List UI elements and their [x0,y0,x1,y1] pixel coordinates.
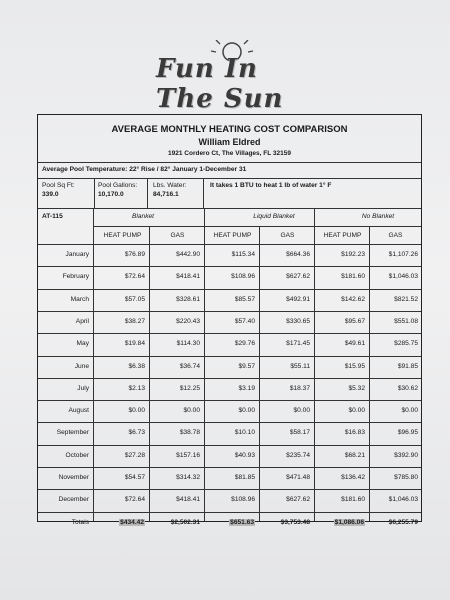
month-label: August [68,407,89,415]
cost-cell: $91.85 [397,362,418,370]
cost-cell: $5.32 [348,384,365,392]
cost-cell: $108.96 [231,273,255,281]
cost-cell: $0.00 [183,407,200,415]
cost-cell: $38.78 [179,429,200,437]
cost-cell: $181.60 [341,273,365,281]
cost-cell: $0.00 [401,407,418,415]
cost-cell: $157.16 [176,451,200,459]
cost-cell: $10.10 [234,429,255,437]
model-label: AT-115 [42,213,63,220]
month-label: May [76,340,89,348]
group-blanket: Blanket [132,213,154,220]
avg-temperature: Average Pool Temperature: 22° Rise / 82° January 1-December 31 [42,166,247,173]
subhead-none-gas: GAS [388,232,403,239]
month-label: April [75,317,89,325]
cost-cell: $785.80 [394,474,418,481]
subhead-none-heat-pump: HEAT PUMP [323,232,362,239]
lbs-water-value: 84,716.1 [153,191,179,198]
cost-cell: $19.84 [124,340,145,348]
cost-cell: $1,046.03 [388,496,418,504]
cost-cell: $1,046.03 [388,273,418,281]
month-label: March [70,295,89,303]
cost-cell: $6.38 [128,362,145,370]
cost-cell: $95.67 [344,317,365,325]
total-cell: $3,753.48 [280,518,310,526]
totals-label: Totals [71,518,89,526]
cost-cell: $171.45 [286,340,310,348]
pool-sqft-label: Pool Sq Ft: [42,182,75,189]
month-label: June [74,362,89,370]
customer-name: William Eldred [198,137,261,147]
cost-cell: $72.64 [124,273,145,281]
cost-cell: $181.60 [341,496,365,504]
cost-cell: $0.00 [348,407,365,415]
cost-cell: $418.41 [176,496,200,504]
cost-cell: $235.74 [286,451,310,459]
cost-cell: $627.62 [286,273,310,281]
month-label: January [65,251,89,258]
cost-cell: $192.23 [341,251,365,258]
cost-cell: $220.43 [176,317,200,325]
cost-cell: $57.05 [124,295,145,303]
total-cell: $6,255.79 [388,518,418,526]
cost-cell: $664.36 [286,251,310,258]
total-cell: $2,502.31 [170,518,200,526]
cost-cell: $492.91 [286,295,310,303]
cost-cell: $55.11 [290,362,310,370]
cost-cell: $551.08 [394,317,418,325]
btu-note: It takes 1 BTU to heat 1 lb of water 1° F [210,182,332,189]
cost-cell: $40.93 [234,451,255,459]
cost-cell: $285.75 [394,340,418,348]
cost-cell: $3.19 [238,384,255,392]
month-label: December [58,496,89,504]
cost-cell: $328.61 [176,295,200,303]
month-label: November [58,474,89,481]
cost-cell: $68.21 [344,451,365,459]
cost-cell: $12.25 [179,384,200,392]
cost-cell: $81.85 [234,474,255,481]
pool-gallons-label: Pool Gallons: [98,182,138,189]
cost-comparison-sheet [37,114,422,526]
cost-cell: $330.65 [286,317,310,325]
page-title: AVERAGE MONTHLY HEATING COST COMPARISON [111,124,348,135]
month-label: September [56,429,89,437]
cost-cell: $76.89 [124,251,145,258]
logo-text: Fun In The Sun [156,54,284,114]
subhead-liquid-gas: GAS [280,232,295,239]
cost-cell: $627.62 [286,496,310,504]
cost-cell: $108.96 [231,496,255,504]
cost-cell: $142.62 [341,295,365,303]
cost-cell: $16.83 [344,429,365,437]
cost-cell: $0.00 [238,407,255,415]
pool-gallons-value: 10,170.0 [98,191,124,198]
group-liquid-blanket: Liquid Blanket [253,213,295,220]
cost-cell: $49.61 [344,340,365,348]
month-label: October [65,451,89,459]
subhead-blanket-gas: GAS [170,232,185,239]
cost-cell: $57.40 [234,317,255,325]
cost-cell: $72.64 [124,496,145,504]
cost-cell: $442.90 [176,251,200,258]
cost-cell: $27.28 [124,451,145,459]
cost-cell: $18.37 [289,384,310,392]
cost-cell: $36.74 [179,362,200,370]
cost-cell: $314.32 [176,474,200,481]
total-cell: $1,086.06 [334,518,364,526]
cost-cell: $0.00 [293,407,310,415]
cost-cell: $392.90 [394,451,418,459]
cost-cell: $471.48 [286,474,310,481]
cost-cell: $115.34 [231,251,255,258]
subhead-blanket-heat-pump: HEAT PUMP [103,232,142,239]
cost-cell: $54.57 [124,474,145,481]
group-no-blanket: No Blanket [361,213,395,220]
cost-cell: $821.52 [394,295,418,303]
cost-cell: $38.27 [124,317,145,325]
total-cell: $434.42 [120,518,144,526]
cost-cell: $30.62 [397,384,418,392]
cost-cell: $6.73 [128,429,145,437]
cost-cell: $15.95 [344,362,365,370]
pool-sqft-value: 339.0 [42,191,59,198]
lbs-water-label: Lbs. Water: [153,182,187,189]
cost-cell: $1,107.26 [388,251,418,258]
logo [150,40,315,114]
cost-cell: $9.57 [238,362,255,370]
subhead-liquid-heat-pump: HEAT PUMP [213,232,252,239]
cost-cell: $29.76 [234,340,255,348]
cost-cell: $85.57 [234,295,255,303]
cost-cell: $58.17 [289,429,310,437]
customer-address: 1921 Cordero Ct, The Villages, FL 32159 [168,150,291,157]
cost-cell: $96.95 [397,429,418,437]
cost-cell: $114.30 [176,340,200,348]
cost-cell: $418.41 [176,273,200,281]
month-label: July [77,384,89,392]
month-label: February [62,273,89,281]
cost-cell: $2.13 [128,384,145,392]
cost-cell: $136.42 [341,474,365,481]
cost-cell: $0.00 [128,407,145,415]
total-cell: $651.63 [230,518,254,526]
